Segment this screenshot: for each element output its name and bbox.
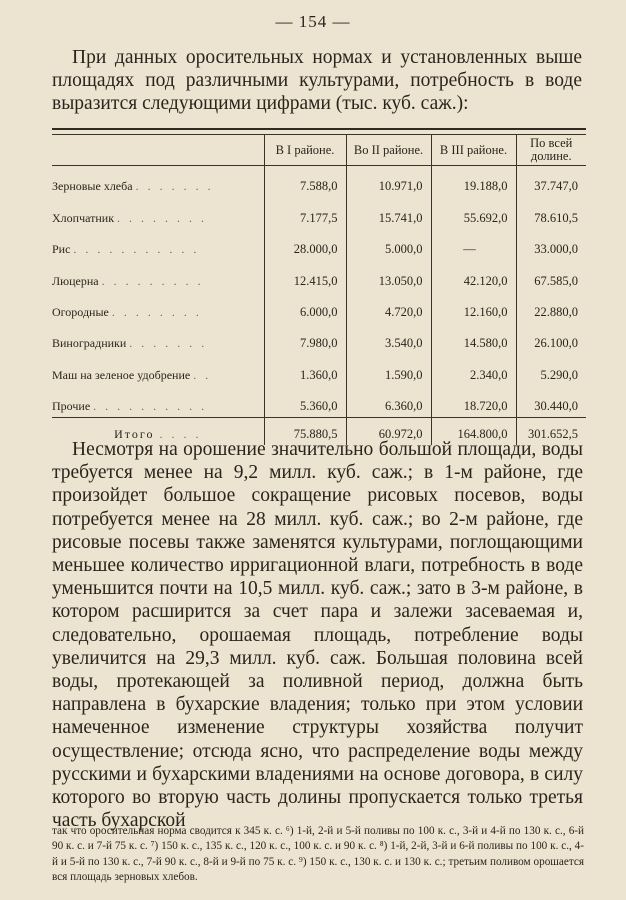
cell-value: 55.692,0 [431, 197, 516, 228]
cell-value: 5.360,0 [264, 386, 346, 418]
cell-value: 15.741,0 [346, 197, 431, 228]
water-demand-table [52, 120, 586, 445]
row-label: Люцерна . . . . . . . . . [52, 273, 204, 288]
body-paragraph [52, 438, 583, 832]
cell-value: 6.000,0 [264, 292, 346, 323]
cell-value: 10.971,0 [346, 166, 431, 198]
cell-value: 26.100,0 [516, 323, 586, 354]
cell-value: 78.610,5 [516, 197, 586, 228]
cell-value: 30.440,0 [516, 386, 586, 418]
footnote: так что оросительная норма сводится к 345 к. с. ⁶) 1-й, 2-й и 5-й поливы по 100 к. с., 3-й и 4-й по 130 к. с., 6-й 90 к. с. и 7-й 75 к. с. ⁷) 150 к. с., 135 к. с., 120 к. с., 100 к. с. и 90 к. с. ⁸) 1-й, 2-й, 3-й и 6-й поливы по 100 к. с., 4-й и 5-й по 130 к. с., 7-й 90 к. с., 8-й и 9-й по 75 к. с. ⁹) 150 к. с., 130 к. с. и 130 к. с.; третьим поливом орошается вся площадь зерновых хлебов. [52, 825, 584, 883]
header-district-1: В I районе. [264, 135, 346, 166]
page-number: — 154 — [275, 12, 351, 31]
row-label: Прочие . . . . . . . . . . [52, 399, 208, 414]
cell-value: 5.000,0 [346, 229, 431, 260]
total-value: 60.972,0 [346, 418, 431, 446]
table-row [52, 292, 586, 323]
header-district-3: В III районе. [431, 135, 516, 166]
cell-value: 2.340,0 [431, 354, 516, 385]
table-row [52, 166, 586, 198]
table-row [52, 386, 586, 418]
total-value: 164.800,0 [431, 418, 516, 446]
total-label: Итого . . . . [52, 418, 264, 446]
cell-value: 18.720,0 [431, 386, 516, 418]
cell-value: 37.747,0 [516, 166, 586, 198]
total-value: 75.880,5 [264, 418, 346, 446]
cell-value: 1.590,0 [346, 354, 431, 385]
cell-value: 19.188,0 [431, 166, 516, 198]
table-row [52, 260, 586, 291]
cell-value: 12.160,0 [431, 292, 516, 323]
row-label: Рис . . . . . . . . . . . [52, 242, 200, 257]
cell-value: 7.588,0 [264, 166, 346, 198]
cell-value: 67.585,0 [516, 260, 586, 291]
cell-value: 5.290,0 [516, 354, 586, 385]
cell-value: 7.980,0 [264, 323, 346, 354]
table-row [52, 354, 586, 385]
cell-value: 22.880,0 [516, 292, 586, 323]
cell-value: 12.415,0 [264, 260, 346, 291]
row-label: Виноградники . . . . . . . [52, 336, 208, 351]
row-label: Маш на зеленое удобрение . . [52, 367, 212, 382]
body-paragraph-text: Несмотря на орошение значительно большой площади, воды требуется менее на 9,2 милл. куб. саж.; в 1-м районе, где произойдет большое сокращение рисовых посевов, воды потребуется менее на 28 милл. куб. саж.; во 2-м районе, где рисовые посевы также заменятся культурами, поглощающими меньшее количество ирригационной влаги, потребность в воде уменьшится почти на 10,5 милл. куб. саж.; зато в 3-м районе, в котором расширится за счет пара и залежи засеваемая и, следовательно, орошаемая площадь, потребление воды увеличится на 29,3 милл. куб. саж. Большая половина всей воды, протекающей за поливной период, должна быть направлена в бухарские владения; только при этом условии намеченное изменение структуры хозяйства получит осуществление; отсюда ясно, что распределение воды между русскими и бухарскими владениями на основе договора, в силу которого во вторую часть долины пропускается только третья часть бухарской [52, 439, 583, 832]
table-header-row [52, 135, 586, 166]
intro-paragraph: При данных оросительных нормах и установленных выше площадях под различными культурами, потребность в воде выразится следующими цифрами (тыс. куб. саж.): [52, 47, 582, 114]
cell-value: — [431, 229, 516, 260]
total-value: 301.652,5 [516, 418, 586, 446]
cell-value: 14.580,0 [431, 323, 516, 354]
cell-value: 4.720,0 [346, 292, 431, 323]
row-label: Хлопчатник . . . . . . . . [52, 210, 208, 225]
cell-value: 3.540,0 [346, 323, 431, 354]
cell-value: 28.000,0 [264, 229, 346, 260]
header-label [52, 135, 264, 166]
row-label: Зерновые хлеба . . . . . . . [52, 179, 214, 194]
row-label: Огородные . . . . . . . . [52, 304, 202, 319]
cell-value: 6.360,0 [346, 386, 431, 418]
table-row [52, 197, 586, 228]
table-top-rule [52, 128, 586, 130]
header-district-2: Во II районе. [346, 135, 431, 166]
header-whole-valley: По всей долине. [516, 135, 586, 166]
table [52, 135, 586, 445]
cell-value: 42.120,0 [431, 260, 516, 291]
cell-value: 13.050,0 [346, 260, 431, 291]
cell-value: 33.000,0 [516, 229, 586, 260]
cell-value: 7.177,5 [264, 197, 346, 228]
cell-value: 1.360,0 [264, 354, 346, 385]
table-row [52, 323, 586, 354]
table-row [52, 229, 586, 260]
